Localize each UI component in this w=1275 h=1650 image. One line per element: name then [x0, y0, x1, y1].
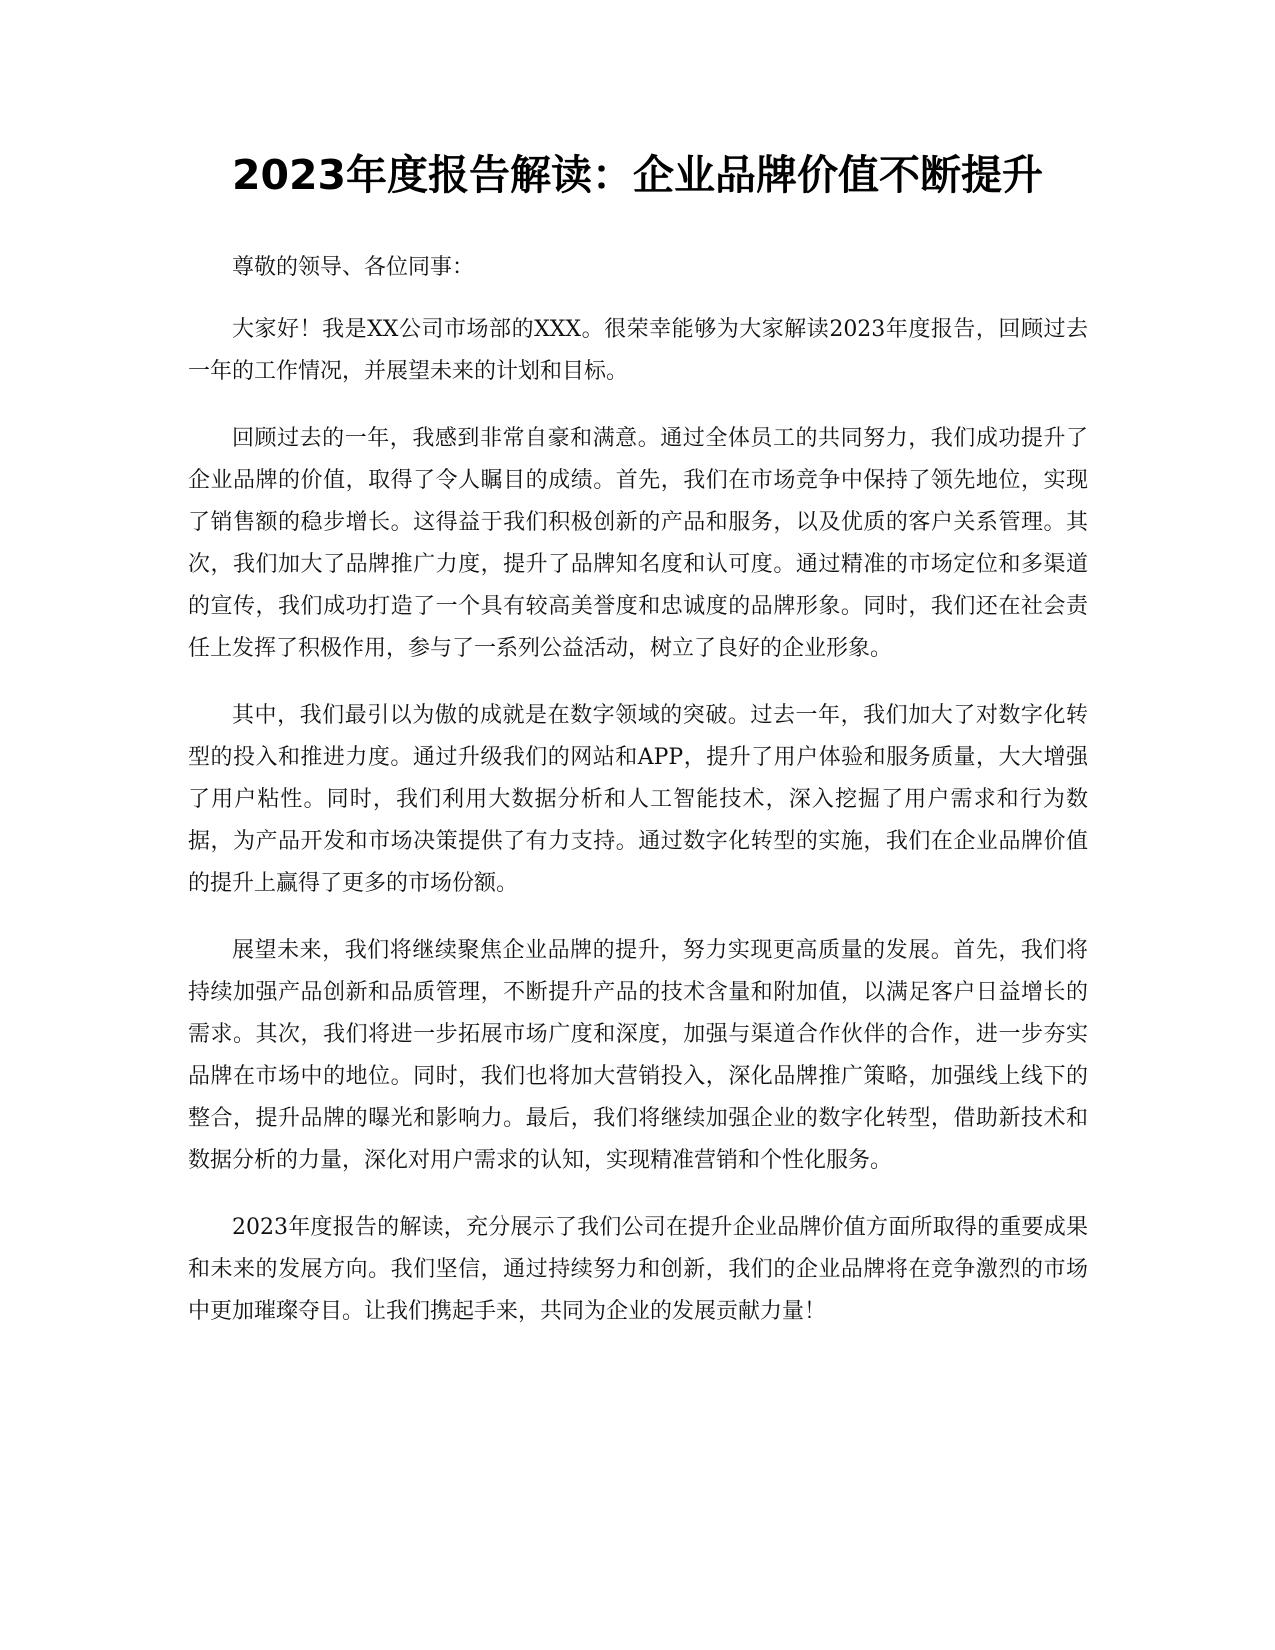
review-paragraph: 回顾过去的一年，我感到非常自豪和满意。通过全体员工的共同努力，我们成功提升了企业品牌的价值，取得了令人瞩目的成绩。首先，我们在市场竞争中保持了领先地位，实现了销售额的稳步增长。这得益于我们积极创新的产品和服务，以及优质的客户关系管理。其次，我们加大了品牌推广力度，提升了品牌知名度和认可度。通过精准的市场定位和多渠道的宣传，我们成功打造了一个具有较高美誉度和忠诚度的品牌形象。同时，我们还在社会责任上发挥了积极作用，参与了一系列公益活动，树立了良好的企业形象。	[188, 426, 1088, 661]
intro-paragraph: 大家好！我是XX公司市场部的XXX。很荣幸能够为大家解读2023年度报告，回顾过去一年的工作情况，并展望未来的计划和目标。	[188, 317, 1088, 384]
conclusion-paragraph: 2023年度报告的解读，充分展示了我们公司在提升企业品牌价值方面所取得的重要成果和未来的发展方向。我们坚信，通过持续努力和创新，我们的企业品牌将在竞争激烈的市场中更加璀璨夺目。让我们携起手来，共同为企业的发展贡献力量！	[188, 1215, 1088, 1324]
outlook-paragraph: 展望未来，我们将继续聚焦企业品牌的提升，努力实现更高质量的发展。首先，我们将持续加强产品创新和品质管理，不断提升产品的技术含量和附加值，以满足客户日益增长的需求。其次，我们将进一步拓展市场广度和深度，加强与渠道合作伙伴的合作，进一步夯实品牌在市场中的地位。同时，我们也将加大营销投入，深化品牌推广策略，加强线上线下的整合，提升品牌的曝光和影响力。最后，我们将继续加强企业的数字化转型，借助新技术和数据分析的力量，深化对用户需求的认知，实现精准营销和个性化服务。	[188, 938, 1088, 1173]
document-title: 2023年度报告解读：企业品牌价值不断提升	[231, 151, 1044, 199]
salutation-paragraph: 尊敬的领导、各位同事：	[232, 255, 475, 280]
document-body	[188, 247, 1088, 1358]
digital-paragraph: 其中，我们最引以为傲的成就是在数字领域的突破。过去一年，我们加大了对数字化转型的投入和推进力度。通过升级我们的网站和APP，提升了用户体验和服务质量，大大增强了用户粘性。同时，我们利用大数据分析和人工智能技术，深入挖掘了用户需求和行为数据，为产品开发和市场决策提供了有力支持。通过数字化转型的实施，我们在企业品牌价值的提升上赢得了更多的市场份额。	[188, 703, 1088, 896]
